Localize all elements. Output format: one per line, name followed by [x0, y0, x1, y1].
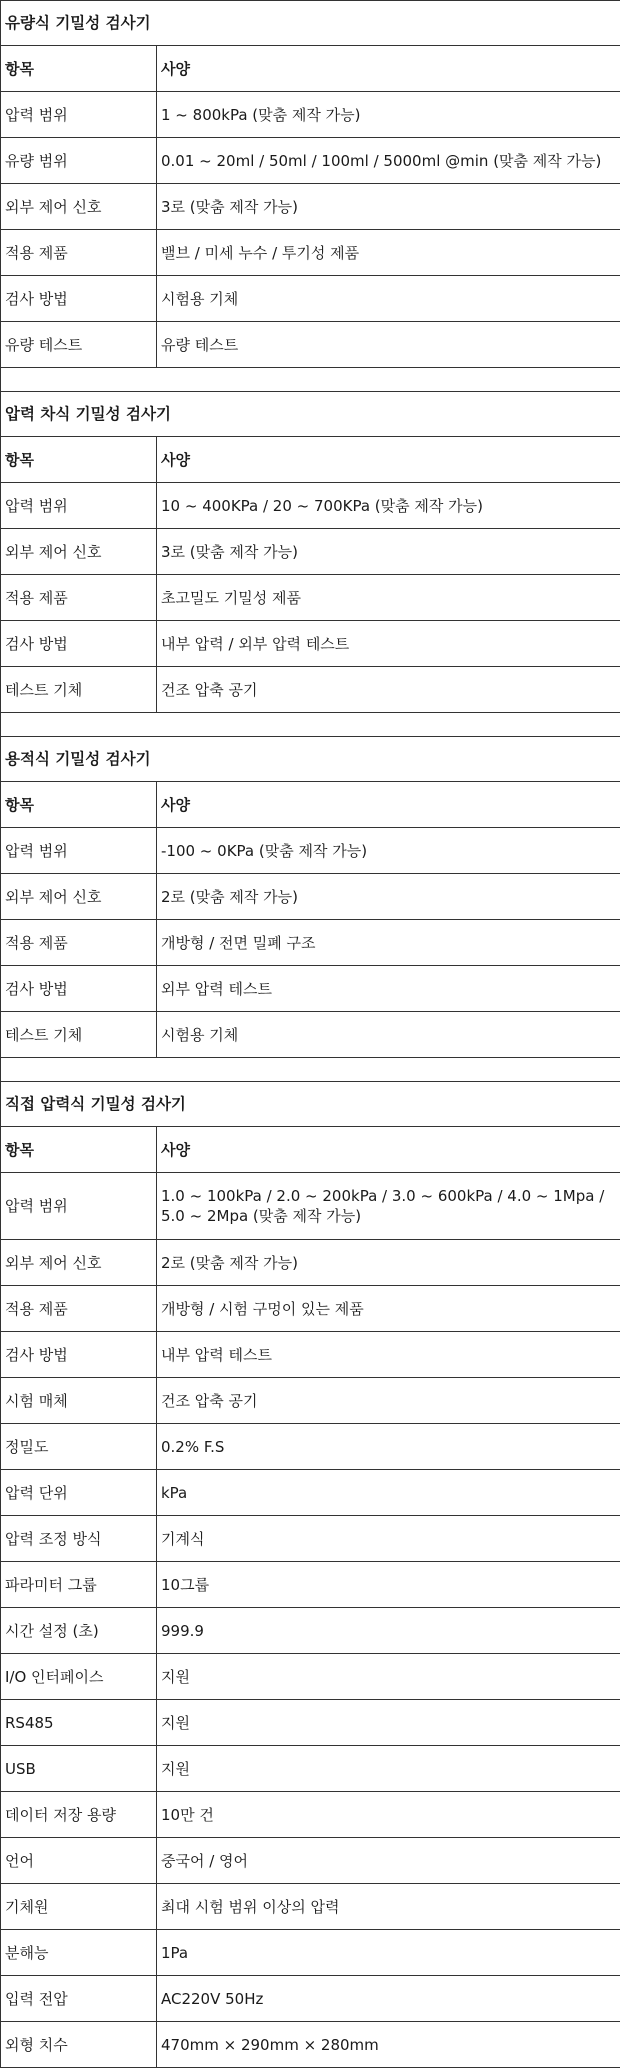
table-row: [1, 1608, 620, 1654]
spec-cell: 1 ~ 800kPa (맞춤 제작 가능): [157, 92, 620, 138]
table-row: [1, 1173, 620, 1240]
spec-cell: 시험용 기체: [157, 1012, 620, 1058]
item-cell: 분해능: [1, 1930, 157, 1976]
spec-cell: 중국어 / 영어: [157, 1838, 620, 1884]
item-cell: 압력 범위: [1, 92, 157, 138]
table-row: [1, 483, 620, 529]
item-cell: 적용 제품: [1, 575, 157, 621]
item-cell: 외부 제어 신호: [1, 184, 157, 230]
table-row: [1, 1470, 620, 1516]
item-cell: I/O 인터페이스: [1, 1654, 157, 1700]
spec-cell: 470mm × 290mm × 280mm: [157, 2022, 620, 2068]
item-cell: 압력 범위: [1, 483, 157, 529]
table-row: [1, 2022, 620, 2068]
spec-cell: 10 ~ 400KPa / 20 ~ 700KPa (맞춤 제작 가능): [157, 483, 620, 529]
item-cell: 외부 제어 신호: [1, 874, 157, 920]
spec-cell: 2로 (맞춤 제작 가능): [157, 874, 620, 920]
item-cell: RS485: [1, 1700, 157, 1746]
header-item: 항목: [1, 46, 157, 92]
item-cell: 입력 전압: [1, 1976, 157, 2022]
table-header-row: [1, 46, 620, 92]
item-cell: 기체원: [1, 1884, 157, 1930]
item-cell: 외부 제어 신호: [1, 1240, 157, 1286]
table-row: [1, 1654, 620, 1700]
section-title: 용적식 기밀성 검사기: [1, 737, 620, 782]
table-row: [1, 1700, 620, 1746]
table-row: [1, 230, 620, 276]
item-cell: 압력 조정 방식: [1, 1516, 157, 1562]
item-cell: 검사 방법: [1, 1332, 157, 1378]
spacer-cell: [1, 1058, 620, 1082]
table-row: [1, 1792, 620, 1838]
item-cell: 압력 범위: [1, 1173, 157, 1240]
spec-cell: 기계식: [157, 1516, 620, 1562]
table-row: [1, 529, 620, 575]
section-title-row: [1, 1, 620, 46]
spec-cell: kPa: [157, 1470, 620, 1516]
spec-cell: 초고밀도 기밀성 제품: [157, 575, 620, 621]
spec-cell: 2로 (맞춤 제작 가능): [157, 1240, 620, 1286]
spec-cell: 밸브 / 미세 누수 / 투기성 제품: [157, 230, 620, 276]
section-title: 직접 압력식 기밀성 검사기: [1, 1082, 620, 1127]
item-cell: 언어: [1, 1838, 157, 1884]
item-cell: 유량 테스트: [1, 322, 157, 368]
item-cell: 외형 치수: [1, 2022, 157, 2068]
item-cell: 적용 제품: [1, 920, 157, 966]
item-cell: 압력 단위: [1, 1470, 157, 1516]
item-cell: 적용 제품: [1, 1286, 157, 1332]
spec-cell: 10만 건: [157, 1792, 620, 1838]
spec-cell: 3로 (맞춤 제작 가능): [157, 184, 620, 230]
table-header-row: [1, 782, 620, 828]
spec-cell: -100 ~ 0KPa (맞춤 제작 가능): [157, 828, 620, 874]
table-row: [1, 322, 620, 368]
section-title-row: [1, 737, 620, 782]
section-spacer: [1, 713, 620, 737]
section-title: 압력 차식 기밀성 검사기: [1, 392, 620, 437]
spec-cell: 개방형 / 시험 구멍이 있는 제품: [157, 1286, 620, 1332]
table-row: [1, 874, 620, 920]
item-cell: 정밀도: [1, 1424, 157, 1470]
spec-cell: 지원: [157, 1654, 620, 1700]
table-row: [1, 1516, 620, 1562]
header-item: 항목: [1, 1127, 157, 1173]
header-item: 항목: [1, 782, 157, 828]
spec-cell: 지원: [157, 1700, 620, 1746]
table-row: [1, 276, 620, 322]
spacer-cell: [1, 368, 620, 392]
item-cell: 검사 방법: [1, 276, 157, 322]
table-row: [1, 621, 620, 667]
item-cell: 검사 방법: [1, 966, 157, 1012]
spec-cell: 유량 테스트: [157, 322, 620, 368]
item-cell: 테스트 기체: [1, 1012, 157, 1058]
header-item: 항목: [1, 437, 157, 483]
spec-cell: 0.01 ~ 20ml / 50ml / 100ml / 5000ml @min (맞춤 제작 가능): [157, 138, 620, 184]
item-cell: 시험 매체: [1, 1378, 157, 1424]
spec-cell: 1Pa: [157, 1930, 620, 1976]
section-title-row: [1, 1082, 620, 1127]
item-cell: 검사 방법: [1, 621, 157, 667]
table-row: [1, 1746, 620, 1792]
table-row: [1, 1332, 620, 1378]
item-cell: 유량 범위: [1, 138, 157, 184]
section-title: 유량식 기밀성 검사기: [1, 1, 620, 46]
spec-cell: 내부 압력 테스트: [157, 1332, 620, 1378]
spec-cell: 개방형 / 전면 밀폐 구조: [157, 920, 620, 966]
spec-cell: 10그룹: [157, 1562, 620, 1608]
item-cell: 외부 제어 신호: [1, 529, 157, 575]
table-row: [1, 1884, 620, 1930]
table-row: [1, 1930, 620, 1976]
table-row: [1, 138, 620, 184]
spec-cell: 최대 시험 범위 이상의 압력: [157, 1884, 620, 1930]
header-spec: 사양: [157, 782, 620, 828]
spec-cell: 999.9: [157, 1608, 620, 1654]
table-row: [1, 828, 620, 874]
table-row: [1, 966, 620, 1012]
spec-cell: 지원: [157, 1746, 620, 1792]
table-row: [1, 1838, 620, 1884]
item-cell: USB: [1, 1746, 157, 1792]
spec-cell: 0.2% F.S: [157, 1424, 620, 1470]
item-cell: 파라미터 그룹: [1, 1562, 157, 1608]
spacer-cell: [1, 713, 620, 737]
spec-cell: AC220V 50Hz: [157, 1976, 620, 2022]
spec-cell: 시험용 기체: [157, 276, 620, 322]
spec-cell: 1.0 ~ 100kPa / 2.0 ~ 200kPa / 3.0 ~ 600kPa / 4.0 ~ 1Mpa / 5.0 ~ 2Mpa (맞춤 제작 가능): [157, 1173, 620, 1240]
spec-cell: 건조 압축 공기: [157, 1378, 620, 1424]
table-row: [1, 1240, 620, 1286]
table-row: [1, 92, 620, 138]
header-spec: 사양: [157, 437, 620, 483]
spec-cell: 내부 압력 / 외부 압력 테스트: [157, 621, 620, 667]
item-cell: 데이터 저장 용량: [1, 1792, 157, 1838]
item-cell: 테스트 기체: [1, 667, 157, 713]
table-row: [1, 667, 620, 713]
item-cell: 시간 설정 (초): [1, 1608, 157, 1654]
spec-cell: 건조 압축 공기: [157, 667, 620, 713]
table-row: [1, 1562, 620, 1608]
table-row: [1, 1424, 620, 1470]
header-spec: 사양: [157, 46, 620, 92]
table-row: [1, 184, 620, 230]
spec-cell: 3로 (맞춤 제작 가능): [157, 529, 620, 575]
spec-cell: 외부 압력 테스트: [157, 966, 620, 1012]
section-spacer: [1, 368, 620, 392]
table-header-row: [1, 437, 620, 483]
table-row: [1, 1378, 620, 1424]
table-header-row: [1, 1127, 620, 1173]
header-spec: 사양: [157, 1127, 620, 1173]
table-row: [1, 1012, 620, 1058]
item-cell: 압력 범위: [1, 828, 157, 874]
table-row: [1, 1286, 620, 1332]
item-cell: 적용 제품: [1, 230, 157, 276]
table-row: [1, 575, 620, 621]
section-spacer: [1, 1058, 620, 1082]
table-row: [1, 1976, 620, 2022]
table-row: [1, 920, 620, 966]
section-title-row: [1, 392, 620, 437]
